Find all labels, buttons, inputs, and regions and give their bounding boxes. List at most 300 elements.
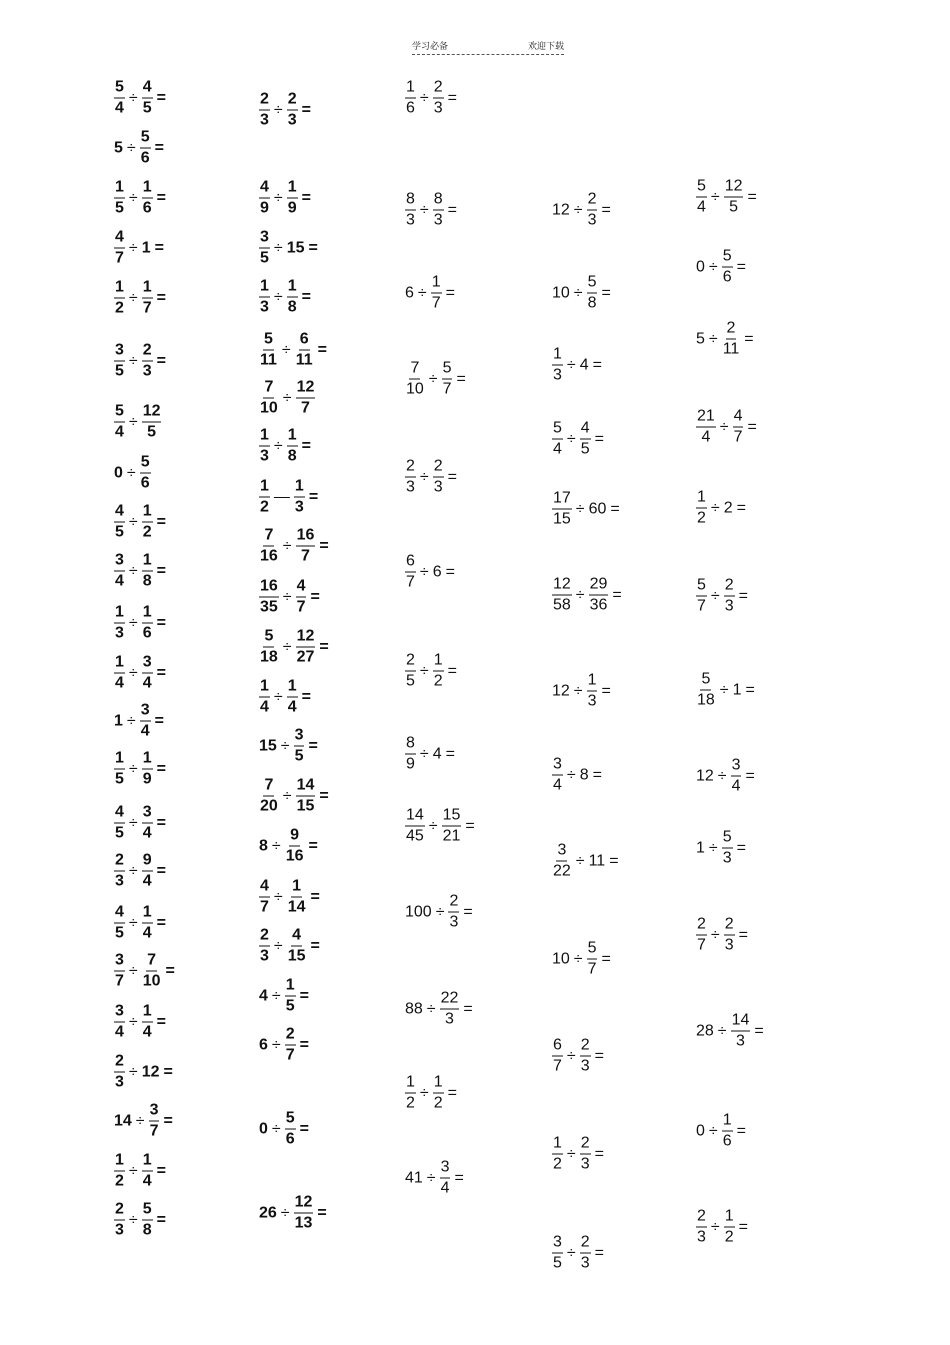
division-problem xyxy=(695,917,748,954)
divisor-fraction xyxy=(285,978,296,1015)
operator-sign: ÷ xyxy=(280,1204,290,1221)
divisor-fraction xyxy=(440,1160,451,1197)
dividend-numerator: 2 xyxy=(405,653,416,672)
equals-sign: = xyxy=(736,499,746,516)
equals-sign: = xyxy=(301,437,311,454)
dividend-numerator: 5 xyxy=(696,578,707,597)
dividend-fraction xyxy=(114,280,125,317)
divisor-denominator: 3 xyxy=(736,1032,745,1050)
division-problem xyxy=(258,879,320,916)
divisor-numerator: 7 xyxy=(146,953,157,972)
operator-sign: ÷ xyxy=(417,284,427,301)
equals-sign: = xyxy=(445,284,455,301)
divisor-numerator: 5 xyxy=(140,130,151,149)
equals-sign: = xyxy=(456,370,466,387)
operator-sign: ÷ xyxy=(566,356,576,373)
division-problem xyxy=(113,130,164,167)
divisor-numerator: 1 xyxy=(142,180,153,199)
dividend-numerator: 5 xyxy=(700,672,711,691)
division-problem xyxy=(404,275,455,312)
dividend-numerator: 1 xyxy=(114,751,125,770)
equals-sign: = xyxy=(592,356,602,373)
division-problem xyxy=(258,428,311,465)
operator-sign: ÷ xyxy=(419,745,429,762)
divisor-denominator: 7 xyxy=(587,960,597,978)
dividend-denominator: 9 xyxy=(406,755,415,773)
divisor-numerator: 5 xyxy=(142,1202,153,1221)
divisor-fraction xyxy=(296,778,316,815)
operator-sign: ÷ xyxy=(708,330,718,347)
dividend-numerator: 12 xyxy=(552,577,572,596)
dividend-fraction xyxy=(696,490,707,527)
divisor-denominator: 7 xyxy=(301,399,310,417)
divisor-denominator: 8 xyxy=(587,294,597,312)
dividend-fraction xyxy=(259,230,270,267)
division-problem xyxy=(113,1004,166,1041)
divisor-denominator: 27 xyxy=(296,648,315,666)
dividend-denominator: 4 xyxy=(260,698,269,716)
divisor-numerator: 12 xyxy=(296,380,316,399)
divisor-denominator: 3 xyxy=(449,913,459,931)
divisor-numerator: 1 xyxy=(724,1209,735,1228)
divisor-numerator: 1 xyxy=(722,1113,733,1132)
dividend-denominator: 18 xyxy=(697,691,715,709)
division-problem xyxy=(258,279,311,316)
dividend-denominator: 3 xyxy=(260,298,269,316)
division-problem xyxy=(695,1013,764,1050)
dividend-fraction xyxy=(114,953,125,990)
dividend-denominator: 18 xyxy=(260,648,278,666)
dividend-denominator: 5 xyxy=(553,1254,562,1272)
divisor-fraction xyxy=(724,578,735,615)
dividend-fraction xyxy=(405,361,425,398)
dividend-denominator: 5 xyxy=(115,924,124,942)
divisor-denominator: 3 xyxy=(287,111,297,129)
divisor-numerator: 14 xyxy=(731,1013,751,1032)
equals-sign: = xyxy=(154,139,164,156)
dividend-denominator: 4 xyxy=(115,572,124,590)
divisor-denominator: 6 xyxy=(722,268,732,286)
dividend-denominator: 22 xyxy=(553,862,571,880)
division-problem xyxy=(551,491,620,528)
equals-sign: = xyxy=(738,1218,748,1235)
division-problem xyxy=(404,554,455,591)
equals-sign: = xyxy=(463,1000,473,1017)
operator-sign: ÷ xyxy=(128,914,138,931)
divisor-fraction xyxy=(142,953,162,990)
divisor-numerator: 1 xyxy=(142,1153,153,1172)
dividend-numerator: 8 xyxy=(405,192,416,211)
equals-sign: = xyxy=(317,341,327,358)
divisor-denominator: 3 xyxy=(724,936,734,954)
divisor-denominator: 2 xyxy=(433,672,443,690)
dividend-fraction xyxy=(696,1209,707,1246)
division-problem xyxy=(258,1195,327,1232)
dividend-denominator: 3 xyxy=(553,366,562,384)
divisor-fraction xyxy=(722,1113,733,1150)
divisor-numerator: 2 xyxy=(724,917,735,936)
division-problem xyxy=(551,757,602,794)
divisor-number: 11 xyxy=(588,852,606,869)
division-problem xyxy=(404,653,457,690)
equals-sign: = xyxy=(754,1022,764,1039)
operator-sign: ÷ xyxy=(566,1145,576,1162)
divisor-numerator: 5 xyxy=(442,361,453,380)
equals-sign: = xyxy=(594,1145,604,1162)
divisor-numerator: 9 xyxy=(289,828,300,847)
dividend-numerator: 2 xyxy=(114,1054,125,1073)
equals-sign: = xyxy=(463,903,473,920)
division-problem xyxy=(695,321,754,358)
divisor-fraction xyxy=(589,577,609,614)
division-problem xyxy=(551,192,611,229)
dividend-numerator: 5 xyxy=(114,404,125,423)
operator-sign: ÷ xyxy=(426,1169,436,1186)
dividend-numerator: 2 xyxy=(259,928,270,947)
divisor-numerator: 1 xyxy=(142,605,153,624)
divisor-fraction xyxy=(294,479,305,516)
operator-sign: ÷ xyxy=(282,389,292,406)
divisor-denominator: 6 xyxy=(140,149,150,167)
dividend-fraction xyxy=(405,192,416,229)
dividend-denominator: 15 xyxy=(553,510,571,528)
divisor-fraction xyxy=(587,673,598,710)
dividend-fraction xyxy=(552,577,572,614)
division-problem xyxy=(113,180,166,217)
divisor-fraction xyxy=(142,1202,153,1239)
division-problem xyxy=(113,230,164,267)
divisor-fraction xyxy=(724,179,744,216)
operator-sign: ÷ xyxy=(128,562,138,579)
dividend-number: 15 xyxy=(259,737,277,754)
page-header xyxy=(412,39,564,55)
divisor-numerator: 2 xyxy=(448,894,459,913)
division-problem xyxy=(404,991,473,1028)
operator-sign: ÷ xyxy=(273,888,283,905)
dividend-denominator: 3 xyxy=(115,872,124,890)
operator-sign: ÷ xyxy=(717,767,727,784)
division-problem xyxy=(258,629,329,666)
divisor-denominator: 7 xyxy=(285,1046,295,1064)
equals-sign: = xyxy=(308,239,318,256)
divisor-denominator: 2 xyxy=(433,1094,443,1112)
dividend-numerator: 2 xyxy=(114,853,125,872)
division-problem xyxy=(113,80,166,117)
dividend-denominator: 7 xyxy=(697,936,706,954)
divisor-numerator: 4 xyxy=(296,579,307,598)
divisor-denominator: 6 xyxy=(285,1130,295,1148)
divisor-fraction xyxy=(142,80,153,117)
dividend-number: 10 xyxy=(552,284,570,301)
dividend-denominator: 4 xyxy=(115,99,124,117)
dividend-denominator: 5 xyxy=(115,362,124,380)
divisor-numerator: 12 xyxy=(142,404,162,423)
equals-sign: = xyxy=(592,766,602,783)
equals-sign: = xyxy=(301,288,311,305)
dividend-fraction xyxy=(405,459,416,496)
dividend-fraction xyxy=(552,757,563,794)
divisor-fraction xyxy=(442,361,453,398)
divisor-fraction xyxy=(431,275,442,312)
dividend-number: 10 xyxy=(552,950,570,967)
dividend-number: 88 xyxy=(405,1000,423,1017)
divisor-numerator: 8 xyxy=(433,192,444,211)
dividend-fraction xyxy=(552,491,572,528)
division-problem xyxy=(258,679,311,716)
operator-sign: ÷ xyxy=(575,500,585,517)
division-problem xyxy=(695,179,757,216)
equals-sign: = xyxy=(747,188,757,205)
divisor-fraction xyxy=(448,894,459,931)
divisor-fraction xyxy=(294,1195,314,1232)
division-problem xyxy=(258,978,309,1015)
equals-sign: = xyxy=(610,500,620,517)
operator-sign: ÷ xyxy=(271,1120,281,1137)
dividend-fraction xyxy=(114,751,125,788)
division-problem xyxy=(113,1054,173,1091)
divisor-numerator: 1 xyxy=(287,428,298,447)
equals-sign: = xyxy=(447,201,457,218)
operator-sign: ÷ xyxy=(710,499,720,516)
divisor-denominator: 7 xyxy=(442,380,452,398)
divisor-numerator: 2 xyxy=(287,92,298,111)
dividend-numerator: 3 xyxy=(114,953,125,972)
dividend-numerator: 6 xyxy=(405,554,416,573)
division-problem xyxy=(113,1202,166,1239)
divisor-denominator: 3 xyxy=(580,1254,590,1272)
operator-sign: ÷ xyxy=(566,430,576,447)
division-problem xyxy=(695,578,748,615)
divisor-numerator: 1 xyxy=(287,180,298,199)
division-problem xyxy=(551,1136,604,1173)
equals-sign: = xyxy=(736,1122,746,1139)
divisor-denominator: 7 xyxy=(142,299,152,317)
divisor-denominator: 11 xyxy=(295,351,313,369)
division-problem xyxy=(113,805,166,842)
equals-sign: = xyxy=(601,682,611,699)
dividend-numerator: 4 xyxy=(114,230,125,249)
dividend-fraction xyxy=(405,808,425,845)
operator-sign: ÷ xyxy=(708,839,718,856)
dividend-denominator: 58 xyxy=(553,596,571,614)
dividend-numerator: 2 xyxy=(259,92,270,111)
operator-sign: ÷ xyxy=(710,587,720,604)
divisor-numerator: 3 xyxy=(140,703,151,722)
dividend-numerator: 1 xyxy=(405,80,416,99)
divisor-numerator: 5 xyxy=(587,275,598,294)
division-problem xyxy=(113,504,166,541)
division-problem xyxy=(258,728,318,765)
divisor-numerator: 3 xyxy=(731,758,742,777)
dividend-fraction xyxy=(259,279,270,316)
divisor-fraction xyxy=(287,92,298,129)
equals-sign: = xyxy=(156,862,166,879)
equals-sign: = xyxy=(601,201,611,218)
operator-sign: ÷ xyxy=(273,189,283,206)
dividend-fraction xyxy=(405,736,416,773)
divisor-fraction xyxy=(142,180,153,217)
equals-sign: = xyxy=(745,681,755,698)
dividend-fraction xyxy=(405,554,416,591)
divisor-denominator: 4 xyxy=(440,1179,450,1197)
operator-sign: ÷ xyxy=(271,987,281,1004)
dividend-denominator: 6 xyxy=(406,99,415,117)
division-problem xyxy=(258,380,316,417)
divisor-denominator: 3 xyxy=(294,498,304,516)
operator-sign: ÷ xyxy=(126,712,136,729)
operator-sign: ÷ xyxy=(435,903,445,920)
equals-sign: = xyxy=(154,239,164,256)
division-problem xyxy=(258,180,311,217)
dividend-fraction xyxy=(259,629,279,666)
division-problem xyxy=(258,528,329,565)
divisor-denominator: 8 xyxy=(142,572,152,590)
division-problem xyxy=(258,332,327,369)
operator-sign: ÷ xyxy=(273,239,283,256)
divisor-fraction xyxy=(587,941,598,978)
dividend-number: 100 xyxy=(405,903,432,920)
division-problem xyxy=(551,577,622,614)
operator-sign: ÷ xyxy=(273,437,283,454)
dividend-fraction xyxy=(114,805,125,842)
equals-sign: = xyxy=(601,950,611,967)
dividend-denominator: 7 xyxy=(115,972,124,990)
dividend-denominator: 10 xyxy=(406,380,424,398)
dividend-number: 0 xyxy=(696,258,705,275)
dividend-denominator: 5 xyxy=(260,249,269,267)
dividend-denominator: 2 xyxy=(553,1155,562,1173)
dividend-fraction xyxy=(552,347,563,384)
dividend-denominator: 3 xyxy=(115,1221,124,1239)
divisor-denominator: 36 xyxy=(589,596,608,614)
dividend-number: 6 xyxy=(259,1036,268,1053)
dividend-fraction xyxy=(552,1038,563,1075)
division-problem xyxy=(551,1038,604,1075)
divisor-numerator: 5 xyxy=(140,455,151,474)
division-problem xyxy=(404,894,473,931)
divisor-fraction xyxy=(722,830,733,867)
dividend-numerator: 1 xyxy=(405,1075,416,1094)
dividend-numerator: 5 xyxy=(263,332,274,351)
equals-sign: = xyxy=(156,352,166,369)
divisor-fraction xyxy=(733,409,744,446)
divisor-denominator: 4 xyxy=(142,824,152,842)
equals-sign: = xyxy=(601,284,611,301)
dividend-fraction xyxy=(114,504,125,541)
divisor-numerator: 2 xyxy=(726,321,737,340)
divisor-denominator: 3 xyxy=(587,692,597,710)
division-problem xyxy=(113,905,166,942)
division-problem xyxy=(695,830,746,867)
division-problem xyxy=(258,479,318,516)
divisor-denominator: 11 xyxy=(722,340,740,358)
divisor-fraction xyxy=(722,321,741,358)
equals-sign: = xyxy=(156,614,166,631)
dividend-numerator: 3 xyxy=(114,1004,125,1023)
divisor-denominator: 9 xyxy=(287,199,297,217)
dividend-denominator: 2 xyxy=(697,509,706,527)
divisor-fraction xyxy=(287,879,307,916)
division-problem xyxy=(695,672,755,709)
dividend-numerator: 3 xyxy=(114,553,125,572)
operator-sign: ÷ xyxy=(128,89,138,106)
equals-sign: = xyxy=(301,189,311,206)
divisor-denominator: 3 xyxy=(587,211,597,229)
divisor-denominator: 4 xyxy=(142,924,152,942)
equals-sign: = xyxy=(447,89,457,106)
equals-sign: = xyxy=(299,987,309,1004)
divisor-fraction xyxy=(149,1103,160,1140)
divisor-fraction xyxy=(295,332,314,369)
divisor-numerator: 2 xyxy=(285,1027,296,1046)
dividend-numerator: 7 xyxy=(263,528,274,547)
equals-sign: = xyxy=(301,688,311,705)
divisor-numerator: 1 xyxy=(431,275,442,294)
division-problem xyxy=(695,758,755,795)
equals-sign: = xyxy=(738,587,748,604)
divisor-fraction xyxy=(287,679,298,716)
divisor-numerator: 1 xyxy=(142,553,153,572)
equals-sign: = xyxy=(594,1047,604,1064)
divisor-number: 1 xyxy=(732,681,742,698)
divisor-numerator: 2 xyxy=(580,1136,591,1155)
equals-sign: = xyxy=(156,89,166,106)
dividend-denominator: 7 xyxy=(697,597,706,615)
divisor-fraction xyxy=(140,130,151,167)
divisor-fraction xyxy=(142,605,153,642)
operator-sign: ÷ xyxy=(426,1000,436,1017)
dividend-denominator: 4 xyxy=(115,1023,124,1041)
dividend-denominator: 3 xyxy=(697,1228,706,1246)
divisor-fraction xyxy=(296,629,316,666)
dividend-number: 12 xyxy=(552,682,570,699)
operator-sign: ÷ xyxy=(282,537,292,554)
dividend-fraction xyxy=(259,180,270,217)
division-problem xyxy=(258,92,311,129)
divisor-fraction xyxy=(294,728,305,765)
dividend-number: 0 xyxy=(259,1120,268,1137)
dividend-denominator: 5 xyxy=(115,824,124,842)
divisor-denominator: 5 xyxy=(729,198,739,216)
divisor-numerator: 9 xyxy=(142,853,153,872)
dividend-numerator: 5 xyxy=(696,179,707,198)
division-problem xyxy=(113,853,166,890)
operator-sign: ÷ xyxy=(280,737,290,754)
division-problem xyxy=(113,655,166,692)
divisor-denominator: 6 xyxy=(142,624,152,642)
dividend-fraction xyxy=(114,1004,125,1041)
division-problem xyxy=(113,343,166,380)
dividend-fraction xyxy=(259,428,270,465)
dividend-fraction xyxy=(259,679,270,716)
divisor-fraction xyxy=(724,1209,735,1246)
division-problem xyxy=(551,673,611,710)
operator-sign: ÷ xyxy=(281,341,291,358)
divisor-denominator: 5 xyxy=(147,423,157,441)
divisor-fraction xyxy=(285,828,305,865)
dividend-denominator: 3 xyxy=(260,447,269,465)
dividend-denominator: 7 xyxy=(406,573,415,591)
dividend-numerator: 5 xyxy=(114,80,125,99)
equals-sign: = xyxy=(156,189,166,206)
dividend-numerator: 8 xyxy=(405,736,416,755)
divisor-numerator: 2 xyxy=(433,459,444,478)
divisor-fraction xyxy=(142,905,153,942)
equals-sign: = xyxy=(308,488,319,505)
dividend-numerator: 4 xyxy=(259,879,270,898)
dividend-numerator: 1 xyxy=(259,679,270,698)
divisor-numerator: 1 xyxy=(287,279,298,298)
